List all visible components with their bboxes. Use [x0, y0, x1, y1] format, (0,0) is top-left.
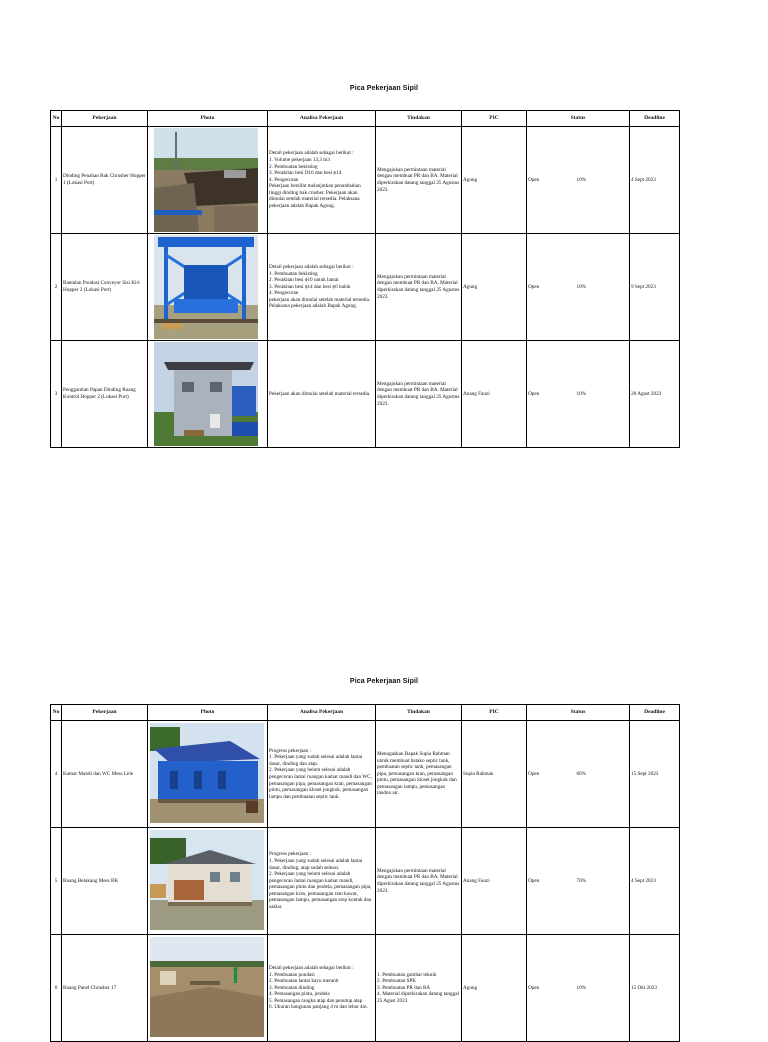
photo-cell	[148, 341, 268, 448]
deadline-cell: 28 Agust 2023	[630, 341, 680, 448]
deadline-cell: 9 Sept 2023	[630, 234, 680, 341]
col-header-no: No	[51, 705, 62, 721]
status-cell: Open	[527, 341, 576, 448]
row-number: 3	[51, 341, 62, 448]
row-number: 1	[51, 127, 62, 234]
deadline-cell: 15 Sept 2023	[630, 721, 680, 828]
pekerjaan-cell: Kamar Mandi dan WC Mess Lele	[62, 721, 148, 828]
pekerjaan-cell: Bantalan Pondasi Conveyor Sisi Kiri Hopper 2 (Lokasi Port)	[62, 234, 148, 341]
pica-table-1	[50, 110, 680, 448]
site-photo-bathroom-mess	[150, 723, 264, 823]
site-photo-panel-crusher	[150, 937, 264, 1037]
tindakan-cell: 1. Pembuatan gambar teknik 2. Pembuatan SPK 3. Pembuatan PR dan BA 4. Material diperkirakan datang tanggal 25 Agust 2023	[376, 935, 462, 1042]
analisa-cell: Detail pekerjaan adalah sebagai berikut : 1. Pembuatan bekisting 2. Perakitan besi ϕ10 untuk lantai 3. Perakitan besi ϕ14 dan besi ϕ6 balok 4. Pengecoran pekerjaan akan dimulai setelah material tersedia. Pelaksana pekerjaan adalah Bapak Agung.	[268, 234, 376, 341]
pekerjaan-cell: Penggantian Papan Dinding Ruang Kontrol Hopper 2 (Lokasi Port)	[62, 341, 148, 448]
row-number: 4	[51, 721, 62, 828]
site-photo-crusher-wall	[154, 128, 258, 232]
deadline-cell: 4 Sept 2023	[630, 127, 680, 234]
col-header-photo: Photo	[148, 705, 268, 721]
analisa-cell: Pekerjaan akan dimulai setelah material tersedia.	[268, 341, 376, 448]
table-row	[51, 935, 680, 1042]
col-header-analisa: Analisa Pekerjaan	[268, 111, 376, 127]
col-header-no: No	[51, 111, 62, 127]
table-header-row	[51, 705, 680, 721]
photo-cell	[148, 935, 268, 1042]
pic-cell: Agung	[462, 234, 527, 341]
row-number: 5	[51, 828, 62, 935]
pic-cell: Agung	[462, 127, 527, 234]
pic-cell: Anang Fauzi	[462, 341, 527, 448]
pic-cell: Supia Rahman	[462, 721, 527, 828]
tindakan-cell: Mengajukan permintaan material dengan membuat PR dan BA. Material diperkirakan datang tanggal 25 Agustus 2023.	[376, 341, 462, 448]
status-cell: Open	[527, 127, 576, 234]
pekerjaan-cell: Ruang Belakang Mess BK	[62, 828, 148, 935]
table-header-row	[51, 111, 680, 127]
table-row	[51, 341, 680, 448]
site-photo-mess-bk	[150, 830, 264, 930]
pic-cell: Agung	[462, 935, 527, 1042]
col-header-deadline: Deadline	[630, 705, 680, 721]
col-header-tindakan: Tindakan	[376, 705, 462, 721]
table-row	[51, 127, 680, 234]
col-header-pic: PIC	[462, 705, 527, 721]
status-cell: Open	[527, 828, 576, 935]
table-row	[51, 721, 680, 828]
row-number: 2	[51, 234, 62, 341]
site-photo-conveyor-foundation	[154, 235, 258, 339]
tindakan-cell: Mengajukan permintaan material dengan membuat PR dan BA. Material diperkirakan datang tanggal 25 Agustus 2023.	[376, 234, 462, 341]
progress-cell: 10%	[576, 341, 630, 448]
pic-cell: Anang Fauzi	[462, 828, 527, 935]
col-header-pekerjaan: Pekerjaan	[62, 705, 148, 721]
page-title: Pica Pekerjaan Sipil	[349, 678, 419, 685]
analisa-cell: Detail pekerjaan adalah sebagai berikut : 1. Volume pekerjaan 13,3 m3 2. Pembuatan bekisting 3. Perakitan besi D16 dan besi ϕ14 4. Pengecoran Pekerjaan bersifat melanjutkan penambahan tinggi dinding bak crusher. Pekerjaan akan dimulai setelah material tersedia. Pelaksana pekerjaan adalah Bapak Agung.	[268, 127, 376, 234]
tindakan-cell: Menugaskan Bapak Supia Rahman untuk membuat batako septic tank, pembuatan septic tank, pemasangan pipa, pemasangan kran, pemasangan pintu, pemasangan kloset jongkok dan pemasangan lampu, pemasangan tandon air.	[376, 721, 462, 828]
col-header-pic: PIC	[462, 111, 527, 127]
progress-cell: 70%	[576, 828, 630, 935]
deadline-cell: 15 Okt 2023	[630, 935, 680, 1042]
analisa-cell: Detail pekerjaan adalah sebagai berikut : 1. Pembuatan pondasi 2. Pembuatan lantai kayu meranti 3. Pembuatan dinding 4. Pemasangan pintu, jendela 5. Pemasangan rangka atap dan penutup atap 6. Ukuran bangunan panjang 4 m dan lebar 4m.	[268, 935, 376, 1042]
progress-cell: 10%	[576, 127, 630, 234]
col-header-status: Status	[527, 705, 630, 721]
analisa-cell: Progress pekerjaan : 1. Pekerjaan yang sudah selesai adalah lantai dasar, dinding dan atap. 2. Pekerjaan yang belum selesai adalah pengecoran lantai ruangan kamar mandi dan WC, pemasangan pipa, pemasangan kran, pemasangan pintu, pemasangan kloset jongkok, pemasangan lampu dan pembuatan septic tank.	[268, 721, 376, 828]
col-header-deadline: Deadline	[630, 111, 680, 127]
table-row	[51, 234, 680, 341]
row-number: 6	[51, 935, 62, 1042]
col-header-analisa: Analisa Pekerjaan	[268, 705, 376, 721]
col-header-pekerjaan: Pekerjaan	[62, 111, 148, 127]
deadline-cell: 4 Sept 2023	[630, 828, 680, 935]
photo-cell	[148, 721, 268, 828]
photo-cell	[148, 828, 268, 935]
pekerjaan-cell: Ruang Panel Chrusher 17	[62, 935, 148, 1042]
tindakan-cell: Mengajukan permintaan material dengan membuat PR dan BA. Material diperkirakan datang tanggal 25 Agustus 2023.	[376, 828, 462, 935]
status-cell: Open	[527, 234, 576, 341]
progress-cell: 60%	[576, 721, 630, 828]
photo-cell	[148, 127, 268, 234]
page-title: Pica Pekerjaan Sipil	[349, 85, 419, 92]
table-row	[51, 828, 680, 935]
col-header-tindakan: Tindakan	[376, 111, 462, 127]
tindakan-cell: Mengajukan permintaan material dengan membuat PR dan BA. Material diperkirakan datang tanggal 25 Agustus 2023.	[376, 127, 462, 234]
analisa-cell: Progress pekerjaan : 1. Pekerjaan yang sudah selesai adalah lantai dasar, dinding, atap sudah selesai. 2. Pekerjaan yang belum selesai adalah pengecoran lantai ruangan kamar mandi, pemasangan pintu dan jendela, pemasangan pipa, pemasangan kran, pemasangan ram kawat, pemasangan lampu, pemasangan stop kontak dan saklar.	[268, 828, 376, 935]
col-header-status: Status	[527, 111, 630, 127]
progress-cell: 10%	[576, 234, 630, 341]
status-cell: Open	[527, 935, 576, 1042]
status-cell: Open	[527, 721, 576, 828]
progress-cell: 10%	[576, 935, 630, 1042]
col-header-photo: Photo	[148, 111, 268, 127]
site-photo-control-room	[154, 342, 258, 446]
pica-table-2	[50, 704, 680, 1042]
photo-cell	[148, 234, 268, 341]
pekerjaan-cell: Dinding Penahan Bak Chrusher Hopper 1 (Lokasi Port)	[62, 127, 148, 234]
